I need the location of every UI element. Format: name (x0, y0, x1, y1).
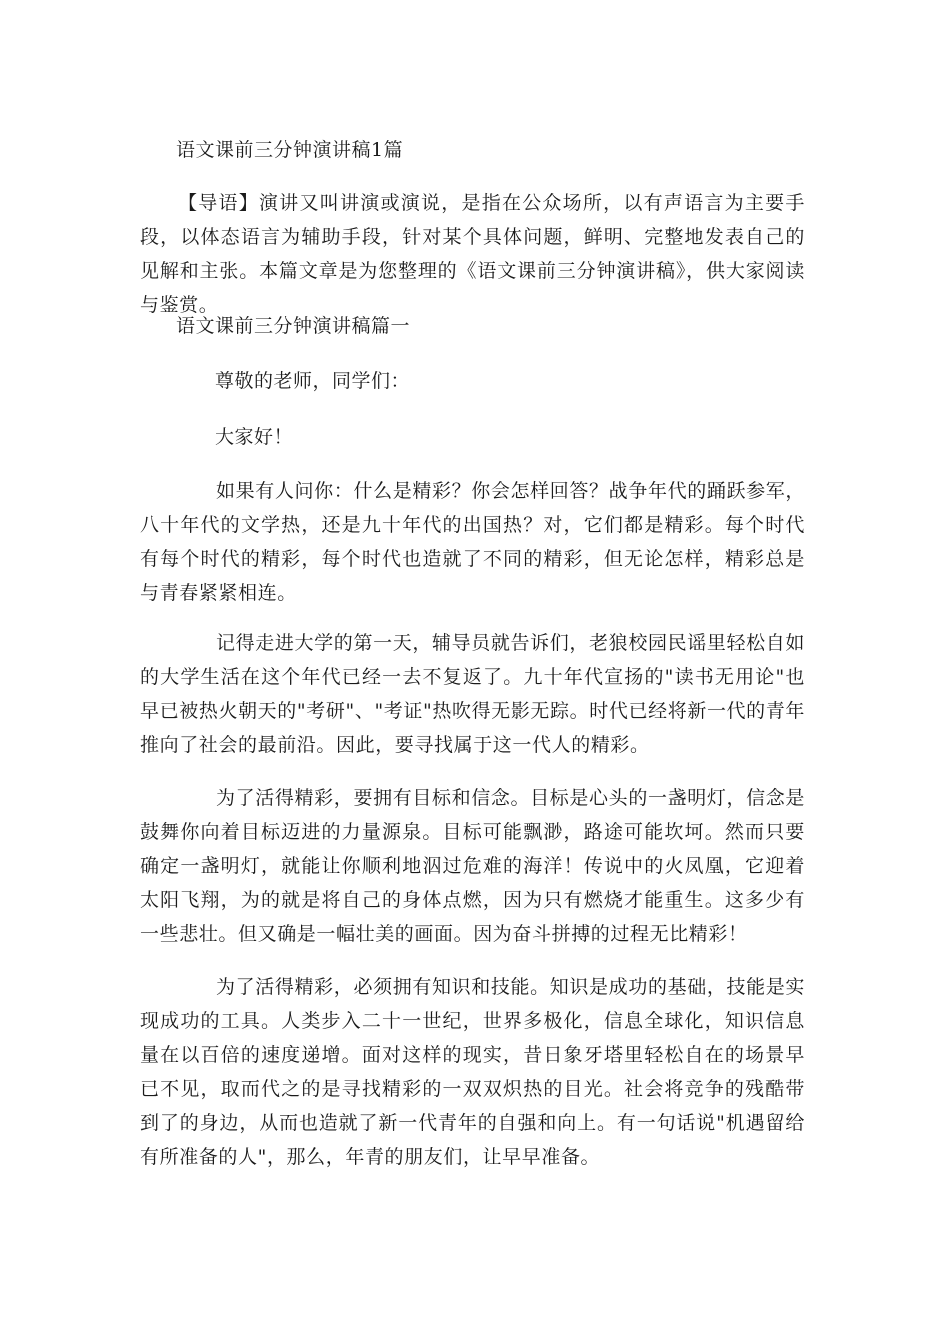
intro-paragraph: 【导语】演讲又叫讲演或演说，是指在公众场所，以有声语言为主要手段，以体态语言为辅助手段，针对某个具体问题，鲜明、完整地发表自己的见解和主张。本篇文章是为您整理的《语文课前三分钟演讲稿》，供大家阅读与鉴赏。 (140, 192, 805, 316)
section-heading: 语文课前三分钟演讲稿篇一 (176, 315, 411, 337)
body-paragraph-3: 为了活得精彩，要拥有目标和信念。目标是心头的一盏明灯，信念是鼓舞你向着目标迈进的力量源泉。目标可能飘渺，路途可能坎坷。然而只要确定一盏明灯，就能让你顺利地泅过危难的海洋！传说中的火凤凰，它迎着太阳飞翔，为的就是将自己的身体点燃，因为只有燃烧才能重生。这多少有一些悲壮。但又确是一幅壮美的画面。因为奋斗拼搏的过程无比精彩！ (140, 787, 805, 945)
body-paragraph-1: 如果有人问你：什么是精彩？你会怎样回答？战争年代的踊跃参军，八十年代的文学热，还是九十年代的出国热？对，它们都是精彩。每个时代有每个时代的精彩，每个时代也造就了不同的精彩，但无论怎样，精彩总是与青春紧紧相连。 (140, 480, 805, 604)
greeting: 大家好！ (215, 426, 294, 448)
salutation: 尊敬的老师，同学们： (215, 370, 411, 392)
document-title: 语文课前三分钟演讲稿1篇 (176, 139, 404, 161)
body-paragraph-2: 记得走进大学的第一天，辅导员就告诉们，老狼校园民谣里轻松自如的大学生活在这个年代已经一去不复返了。九十年代宣扬的"读书无用论"也早已被热火朝天的"考研"、"考证"热吹得无影无踪。时代已经将新一代的青年推向了社会的最前沿。因此，要寻找属于这一代人的精彩。 (140, 632, 805, 756)
body-paragraph-4: 为了活得精彩，必须拥有知识和技能。知识是成功的基础，技能是实现成功的工具。人类步入二十一世纪，世界多极化，信息全球化，知识信息量在以百倍的速度递增。面对这样的现实，昔日象牙塔里轻松自在的场景早已不见，取而代之的是寻找精彩的一双双炽热的目光。社会将竞争的残酷带到了的身边，从而也造就了新一代青年的自强和向上。有一句话说"机遇留给有所准备的人"，那么，年青的朋友们，让早早准备。 (140, 976, 805, 1168)
